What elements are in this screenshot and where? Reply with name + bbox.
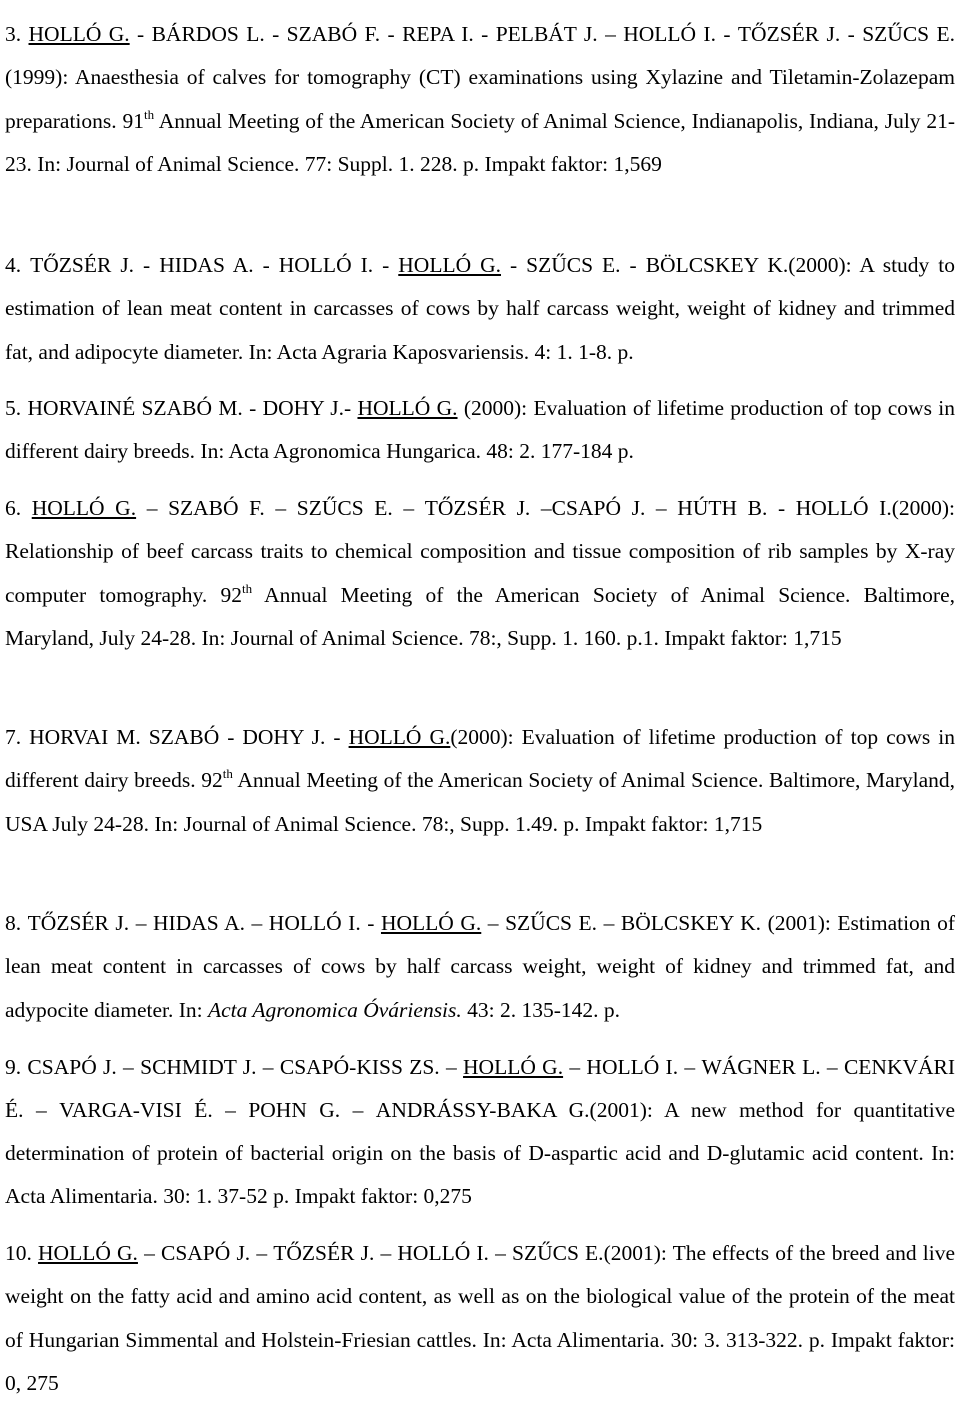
- author-name: HOLLÓ I.: [278, 252, 374, 277]
- author-name: SZŰCS E.: [862, 21, 956, 46]
- author-name: TŐZSÉR J.: [737, 21, 841, 46]
- author-name: HOLLÓ I.: [795, 495, 892, 520]
- author-name: SCHMIDT J.: [140, 1054, 257, 1079]
- reference-text: (2000): A study to estimation of lean meat content in carcasses of cows by half carcass weight, weight of kidney and trimmed fat, and adipocyte diameter. In: Acta Agraria Kaposvariensis. 4: 1. 1-8. p.: [5, 252, 955, 364]
- author-name: HOLLÓ I.: [586, 1054, 679, 1079]
- reference-number: 8.: [5, 910, 22, 935]
- author-separator: –: [820, 1054, 844, 1079]
- author-separator: –: [137, 1240, 161, 1265]
- author-name: POHN G.: [248, 1097, 341, 1122]
- reference-number: 3.: [5, 21, 22, 46]
- author-name: REPA I.: [402, 21, 474, 46]
- author-separator: –: [530, 495, 552, 520]
- author-separator: –: [481, 910, 506, 935]
- author-name: HOLLÓ I.: [397, 1240, 489, 1265]
- author-name: TŐZSÉR J.: [27, 910, 130, 935]
- reference-entry-5: [5, 387, 955, 474]
- reference-text: 43: 2. 135-142. p.: [461, 997, 621, 1022]
- author-name: CSAPÓ J.: [27, 1054, 117, 1079]
- journal-title-italic: Acta Agronomica Óváriensis.: [207, 997, 462, 1022]
- ordinal-superscript: th: [222, 766, 233, 781]
- author-name: HOLLÓ I.: [268, 910, 361, 935]
- author-separator: –: [212, 1097, 249, 1122]
- reference-text: Annual Meeting of the American Society of Animal Science, Indianapolis, Indiana, July 21-23. In: Journal of Animal Science. 77: Suppl. 1. 228. p. Impakt faktor: 1,569: [5, 108, 956, 176]
- reference-text: (2001): The effects of the breed and live weight on the fatty acid and amino acid content, as well as on the biological value of the protein of the meat of Hungarian Simmental and Holstein-Friesian cattles. In: Acta Alimentaria. 30: 3. 313-322. p. Impakt faktor: 0, 275: [5, 1240, 956, 1395]
- author-name: ANDRÁSSY-BAKA G.: [375, 1097, 590, 1122]
- author-separator: –: [129, 910, 154, 935]
- author-name: BÖLCSKEY K.: [645, 252, 789, 277]
- reference-entry-4: [5, 244, 955, 375]
- author-separator: –: [597, 21, 624, 46]
- author-name: HIDAS A.: [159, 252, 254, 277]
- author-separator: –: [256, 1054, 280, 1079]
- author-separator: –: [563, 1054, 587, 1079]
- author-separator: [141, 725, 149, 749]
- author-separator: -: [767, 495, 796, 520]
- reference-text: (2001): Estimation of lean meat content in carcasses of cows by half carcass weight, weight of kidney and trimmed fat, and adypocite diameter. In:: [5, 910, 956, 1022]
- author-name: HÚTH B.: [677, 495, 768, 520]
- reference-entry-7: [5, 716, 955, 847]
- reference-number: 9.: [5, 1054, 22, 1079]
- author-name: SZŰCS E.: [511, 1240, 604, 1265]
- author-name: CENKVÁRI É.: [5, 1054, 956, 1122]
- author-name: SZŰCS E.: [296, 495, 393, 520]
- author-name: SZABÓ: [148, 724, 220, 749]
- author-name: SZŰCS E.: [526, 252, 621, 277]
- author-separator: –: [645, 495, 678, 520]
- author-separator: -: [343, 395, 358, 420]
- author-name: HOLLÓ I.: [623, 21, 716, 46]
- author-separator: –: [340, 1097, 376, 1122]
- author-name: BÁRDOS L.: [151, 21, 265, 46]
- author-separator: -: [264, 21, 287, 46]
- author-name-highlighted: HOLLÓ G.: [398, 252, 501, 277]
- author-separator: –: [264, 495, 297, 520]
- reference-text: (2001): A new method for quantitative determination of protein of bacterial origin on the basis of D-aspartic acid and D-glutamic acid content. In: Acta Alimentaria. 30: 1. 37-52 p. Impakt faktor: 0,275: [5, 1097, 955, 1208]
- reference-text: Annual Meeting of the American Society of Animal Science. Baltimore, Maryland, USA July 24-28. In: Journal of Animal Science. 78:, Supp. 1.49. p. Impakt faktor: 1,715: [5, 768, 956, 836]
- author-name: SZABÓ F.: [168, 495, 265, 520]
- author-separator: –: [439, 1054, 464, 1079]
- author-separator: -: [840, 21, 863, 46]
- reference-entry-8: [5, 902, 955, 1033]
- author-separator: -: [715, 21, 738, 46]
- reference-number: 6.: [5, 495, 22, 520]
- ordinal-superscript: th: [242, 580, 253, 596]
- author-name-highlighted: HOLLÓ G.: [348, 724, 451, 749]
- author-separator: -: [134, 252, 160, 277]
- author-name: CSAPÓ-KISS ZS.: [279, 1054, 440, 1079]
- author-separator: –: [597, 910, 621, 935]
- reference-entry-10: [5, 1232, 955, 1406]
- author-separator: -: [501, 252, 527, 277]
- author-name-highlighted: HOLLÓ G.: [31, 495, 137, 520]
- author-name: HIDAS A.: [153, 910, 245, 935]
- author-name: TŐZSÉR J.: [424, 495, 531, 520]
- author-separator: -: [325, 724, 349, 749]
- author-separator: –: [488, 1240, 512, 1265]
- reference-number: 7.: [5, 724, 22, 749]
- reference-text: (2000): Evaluation of lifetime production of top cows in different dairy breeds. 92: [5, 724, 955, 792]
- author-name: PELBÁT J.: [495, 21, 598, 46]
- reference-number: 10.: [5, 1240, 32, 1265]
- author-name: SZABÓ F.: [286, 21, 381, 46]
- author-name: TŐZSÉR J.: [273, 1240, 375, 1265]
- author-name-highlighted: HOLLÓ G.: [380, 910, 482, 935]
- author-separator: -: [129, 21, 152, 46]
- author-name-highlighted: HOLLÓ G.: [38, 1240, 138, 1265]
- reference-text: Annual Meeting of the American Society of Animal Science. Baltimore, Maryland, July 24-28. In: Journal of Animal Science. 78:, Supp. 1. 160. p.1. Impakt faktor: 1,715: [5, 582, 955, 650]
- author-separator: -: [373, 252, 399, 277]
- author-separator: –: [250, 1240, 274, 1265]
- reference-text: (1999): Anaesthesia of calves for tomography (CT) examinations using Xylazine and Tiletamin-Zolazepam preparations. 91: [5, 65, 955, 133]
- reference-entry-3: [5, 13, 955, 187]
- author-separator: -: [380, 21, 403, 46]
- author-name: BÖLCSKEY K.: [620, 910, 762, 935]
- author-name: WÁGNER L.: [701, 1054, 821, 1079]
- author-separator: –: [392, 495, 425, 520]
- author-separator: -: [473, 21, 496, 46]
- author-name-highlighted: HOLLÓ G.: [463, 1054, 564, 1079]
- author-name: CSAPÓ J.: [160, 1240, 251, 1265]
- author-separator: -: [219, 724, 243, 749]
- author-name: HORVAINÉ SZABÓ M.: [27, 395, 243, 420]
- author-separator: -: [253, 252, 279, 277]
- author-name: CSAPÓ J.: [551, 495, 646, 520]
- author-name: DOHY J.: [242, 724, 326, 749]
- author-separator: -: [242, 395, 263, 420]
- author-separator: –: [136, 495, 169, 520]
- author-name: HORVAI M.: [29, 724, 141, 749]
- reference-entry-9: [5, 1046, 955, 1218]
- author-name: DOHY J.: [262, 395, 344, 420]
- author-name: VARGA-VISI É.: [59, 1097, 213, 1122]
- author-name-highlighted: HOLLÓ G.: [28, 21, 130, 46]
- author-separator: –: [244, 910, 269, 935]
- author-separator: –: [374, 1240, 398, 1265]
- author-separator: –: [678, 1054, 702, 1079]
- reference-entry-6: [5, 487, 955, 661]
- author-name: SZŰCS E.: [505, 910, 598, 935]
- reference-number: 4.: [5, 252, 22, 277]
- reference-text: (2000): Evaluation of lifetime production of top cows in different dairy breeds. In: Acta Agronomica Hungarica. 48: 2. 177-184 p.: [5, 395, 955, 463]
- ordinal-superscript: th: [143, 106, 155, 122]
- author-separator: -: [620, 252, 646, 277]
- author-separator: –: [23, 1097, 60, 1122]
- author-name: TŐZSÉR J.: [30, 252, 135, 277]
- reference-text: (2000): Relationship of beef carcass traits to chemical composition and tissue composition of rib samples by X-ray computer tomography. 92: [5, 495, 956, 607]
- author-separator: -: [360, 910, 381, 935]
- author-separator: –: [116, 1054, 141, 1079]
- reference-number: 5.: [5, 395, 22, 420]
- author-name-highlighted: HOLLÓ G.: [357, 395, 458, 420]
